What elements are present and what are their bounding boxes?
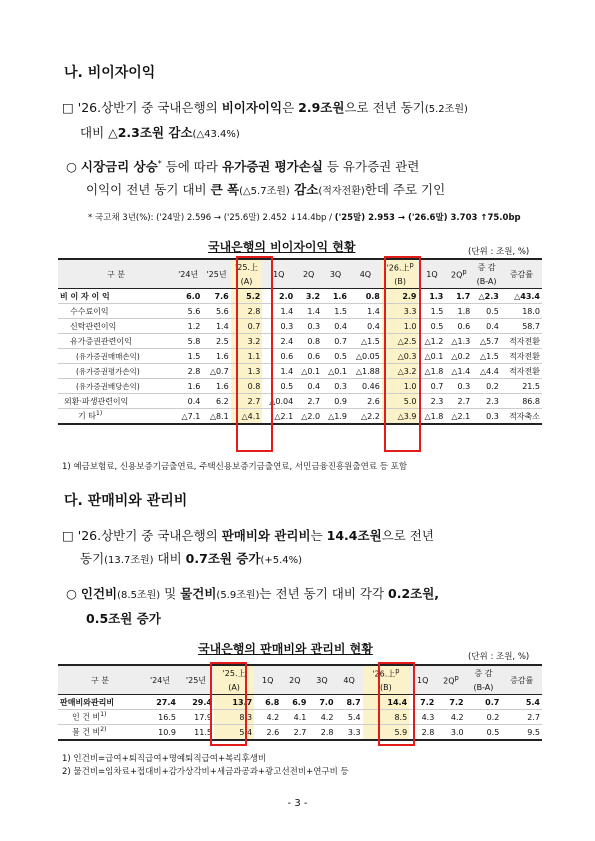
table-cell: 0.6 [295,349,322,364]
table-row [58,394,542,409]
table-cell: 14.4 [363,695,410,710]
table-cell: 0.4 [349,319,382,334]
table-cell: 27.4 [142,695,178,710]
table-cell: (유가증권평가손익) [58,364,174,379]
table-cell: △0.3 [382,349,419,364]
col-header-q3: 3Q [308,665,335,695]
table-unit: (단위 : 조원, %) [468,247,530,257]
table-cell: 2.0 [262,289,295,304]
table-cell: 0.3 [295,319,322,334]
table-cell: 1.7 [445,289,472,304]
table-cell: 0.4 [472,319,501,334]
table-cell: 0.4 [322,319,349,334]
table-cell: 11.5 [194,727,212,737]
table-row [58,725,542,741]
table-cell: 4.2 [308,710,335,725]
col-header-2025: '25년 [202,259,230,289]
table-cell: 29.4 [178,695,214,710]
table-cell: 7.2 [409,695,436,710]
table-cell: 0.3 [486,411,499,421]
table-cell: △1.88 [349,364,382,379]
table-cell: 적자전환 [501,334,542,349]
table-cell: △1.2 [418,334,445,349]
table-cell: 5.8 [174,334,202,349]
table-row [58,695,542,710]
sga-footnote-2: 2) 물건비=임차료+접대비+감가상각비+세금과공과+광고선전비+연구비 등 [62,767,349,777]
col-header-2025: '25년 [178,665,214,695]
table-cell: 1.5 [418,304,445,319]
table-cell: 유가증권관련이익 [58,334,174,349]
table-cell: △5.7 [472,334,501,349]
table-cell: 3.0 [450,727,464,737]
table-cell: 21.5 [501,379,542,394]
col-header-diff: 증 감 [466,665,502,680]
col-header-q1b: 1Q [418,259,445,289]
col-header-q2b: $2Q^p$ [436,665,465,695]
section-title-non-interest-income: 나. 비이자이익 [64,65,156,81]
table-cell: 5.0 [382,394,419,409]
table-cell: 1.4 [295,304,322,319]
table-cell: 10.9 [158,727,176,737]
treasury-yield-footnote: * 국고채 3년(%): ('24말) 2.596 → ('25.6말) 2.452 ↓14.4bp / ('25말) 2.953 → ('26.6말) 3.703 ↑75.0bp [88,213,521,223]
table-cell: △4.1 [231,409,263,425]
table-cell: △2.2 [360,411,380,421]
table-cell: 0.3 [322,379,349,394]
table-cell: 13.7 [214,695,254,710]
non-interest-income-rows [58,289,542,425]
table-cell: △0.1 [295,364,322,379]
col-header-diff2: (B-A) [472,274,501,289]
col-header-2025-h1: '25.上 [231,259,263,274]
table-cell: 1.0 [382,379,419,394]
table-row [58,409,542,425]
table-cell: 물 건 비$^{2)}$ [72,726,107,737]
table-cell: △1.5 [349,334,382,349]
table-cell: 9.5 [527,727,540,737]
table-cell: △8.1 [209,411,229,421]
table-cell: △0.7 [202,364,230,379]
table-cell: 2.7 [293,727,307,737]
table-cell: 1.4 [262,304,295,319]
table-cell: 신탁관련이익 [58,319,174,334]
table-cell: 0.4 [174,394,202,409]
table-cell: 6.0 [174,289,202,304]
table-cell: 4.1 [281,710,308,725]
table-cell: △7.1 [181,411,201,421]
col-header-rate: 증감률 [501,259,542,289]
table-cell: 외환·파생관련이익 [58,394,174,409]
table-cell: 0.9 [322,394,349,409]
table-cell: 2.6 [349,394,382,409]
table-cell: 5.2 [231,289,263,304]
table-row [58,364,542,379]
table-cell: △43.4 [501,289,542,304]
col-header-q1: 1Q [262,259,295,289]
col-header-diff: 증 감 [472,259,501,274]
table-cell: 3.2 [295,289,322,304]
section-title-sga: 다. 판매비와 관리비 [64,493,188,509]
table-cell: 0.6 [445,319,472,334]
table-cell: 86.8 [501,394,542,409]
table-cell: 5.6 [202,304,230,319]
detail-paragraph-securities: ○ 시장금리 상승* 등에 따라 유가증권 평가손실 등 유가증권 관련 이익이 전년 동기 대비 큰 폭(△5.7조원) 감소(적자전환)한데 주로 기인 [66,159,446,198]
table-cell: △2.3 [472,289,501,304]
table-cell: 7.0 [308,695,335,710]
table-cell: 5.4 [501,695,542,710]
table-cell: 2.3 [472,394,501,409]
table-cell: 18.0 [501,304,542,319]
table-row [58,349,542,364]
table-cell: 인 건 비$^{1)}$ [58,710,142,725]
table-cell: △3.2 [382,364,419,379]
table-cell: 수수료이익 [58,304,174,319]
table-cell: 1.6 [322,289,349,304]
table-cell: 1.6 [202,379,230,394]
table-cell: 1.3 [418,289,445,304]
table-cell: 0.8 [295,334,322,349]
table-row [58,289,542,304]
table-cell: 1.5 [174,349,202,364]
table-row [58,710,542,725]
table-cell: 6.2 [202,394,230,409]
table-cell: 적자전환 [501,364,542,379]
table-cell: 5.9 [363,725,410,741]
table-cell: 7.6 [202,289,230,304]
table-cell: 3.2 [231,334,263,349]
table-cell: 0.6 [262,349,295,364]
table-cell: 0.5 [486,727,500,737]
col-header-q1b: 1Q [409,665,436,695]
col-header-q2b: $2Q^p$ [445,259,472,289]
table-unit-sga: (단위 : 조원, %) [468,652,530,662]
table-cell: 적자축소 [509,411,540,421]
summary-paragraph-non-interest-income: □ '26.상반기 중 국내은행의 비이자이익은 2.9조원으로 전년 동기(5.2조원) 대비 △2.3조원 감소(△43.4%) [62,100,468,140]
table-cell: △0.04 [262,394,295,409]
table-cell: 2.4 [262,334,295,349]
table-cell: 17.9 [178,710,214,725]
table-cell: 5.4 [214,725,254,741]
table-footnote: 1) 예금보험료, 신용보증기금출연료, 주택신용보증기금출연료, 서민금융진흥원출연료 등 포함 [62,462,408,472]
table-cell: △1.8 [418,364,445,379]
table-cell: 1.4 [349,304,382,319]
table-cell: 0.8 [231,379,263,394]
table-cell: 0.4 [295,379,322,394]
table-row [58,334,542,349]
table-cell: △0.05 [349,349,382,364]
summary-paragraph-sga: □ '26.상반기 중 국내은행의 판매비와 관리비는 14.4조원으로 전년 동기(13.7조원) 대비 0.7조원 증가(+5.4%) [62,528,434,566]
table-cell: 1.6 [202,349,230,364]
table-cell: 6.9 [281,695,308,710]
col-header-category: 구 분 [58,665,142,695]
detail-paragraph-sga: ○ 인건비(8.5조원) 및 물건비(5.9조원)는 전년 동기 대비 각각 0.2조원, 0.5조원 증가 [66,586,440,626]
table-cell: (유가증권배당손익) [58,379,174,394]
table-row [58,319,542,334]
table-cell: 0.7 [418,379,445,394]
table-cell: 58.7 [501,319,542,334]
col-header-2026-h1: '26.上$^p$ [363,665,410,680]
col-header-q4: 4Q [336,665,363,695]
table-cell: 8.7 [336,695,363,710]
table-cell: △2.1 [451,411,471,421]
table-cell: 5.6 [174,304,202,319]
table-cell: 1.8 [445,304,472,319]
table-cell: 7.2 [436,695,465,710]
table-cell: 0.46 [349,379,382,394]
table-cell: 0.8 [349,289,382,304]
table-row [58,304,542,319]
table-cell: △4.4 [472,364,501,379]
col-header-rate: 증감률 [501,665,542,695]
table-cell: 0.3 [445,379,472,394]
table-cell: 2.8 [174,364,202,379]
table-cell: 4.2 [436,710,465,725]
table-cell: 0.7 [231,319,263,334]
table-cell: △3.9 [382,409,419,425]
non-interest-income-table [58,258,542,425]
col-header-2026-h1: '26.上$^p$ [382,259,419,274]
col-header-2025-h1: '25.上 [214,665,254,680]
col-header-2024: '24년 [174,259,202,289]
table-cell: 2.3 [418,394,445,409]
table-cell: 0.5 [262,379,295,394]
table-cell: 0.2 [472,379,501,394]
sga-footnote-1: 1) 인건비=급여+퇴직급여+명예퇴직급여+복리후생비 [62,754,267,764]
table-cell: 6.8 [254,695,281,710]
table-cell: 2.8 [320,727,334,737]
table-cell: 비 이 자 이 익 [58,289,174,304]
table-cell: 1.0 [382,319,419,334]
col-header-b: (B) [382,274,419,289]
table-cell: △1.9 [328,411,347,421]
col-header-q4: 4Q [349,259,382,289]
table-cell: 3.3 [382,304,419,319]
table-cell: △0.1 [418,349,445,364]
col-header-q3: 3Q [322,259,349,289]
table-cell: 0.3 [262,319,295,334]
col-header-a: (A) [231,274,263,289]
col-header-2024: '24년 [142,665,178,695]
table-cell: 2.7 [501,710,542,725]
table-cell: △0.2 [445,349,472,364]
col-header-diff2: (B-A) [466,680,502,695]
table-cell: 0.7 [466,695,502,710]
table-cell: 2.5 [202,334,230,349]
table-cell: △1.4 [445,364,472,379]
table-title-non-interest-income: 국내은행의 비이자이익 현황 [208,240,356,254]
table-cell: 4.2 [254,710,281,725]
col-header-b: (B) [363,680,410,695]
table-cell: 1.6 [174,379,202,394]
table-cell: 기 타$^{1)}$ [78,410,103,421]
col-header-category: 구 분 [58,259,174,289]
table-cell: 1.4 [202,319,230,334]
sga-table [58,664,542,741]
table-title-sga: 국내은행의 판매비와 관리비 현황 [198,642,373,656]
table-cell: △2.0 [301,411,321,421]
table-cell: 1.4 [262,364,295,379]
col-header-q2: 2Q [281,665,308,695]
col-header-q2: 2Q [295,259,322,289]
table-cell: 2.8 [421,727,435,737]
table-cell: 4.3 [409,710,436,725]
table-cell: △1.3 [445,334,472,349]
table-cell: 판매비와관리비 [58,695,142,710]
table-cell: 1.2 [174,319,202,334]
table-cell: 2.7 [445,394,472,409]
table-cell: △1.8 [424,411,444,421]
table-cell: △2.5 [382,334,419,349]
table-cell: 8.5 [363,710,410,725]
table-cell: △1.5 [472,349,501,364]
table-cell: (유가증권매매손익) [58,349,174,364]
table-cell: △2.1 [274,411,294,421]
table-cell: 1.1 [231,349,263,364]
table-cell: 2.7 [295,394,322,409]
table-cell: 16.5 [142,710,178,725]
table-cell: 5.4 [336,710,363,725]
table-cell: 2.8 [231,304,263,319]
sga-rows [58,695,542,741]
table-cell: 8.3 [214,710,254,725]
col-header-a: (A) [214,680,254,695]
page-number: - 3 - [287,798,308,809]
table-cell: 1.3 [231,364,263,379]
table-cell: △0.1 [322,364,349,379]
col-header-q1: 1Q [254,665,281,695]
table-cell: 0.2 [466,710,502,725]
table-cell: 0.5 [418,319,445,334]
table-cell: 3.3 [347,727,361,737]
table-cell: 적자전환 [501,349,542,364]
table-cell: 0.5 [472,304,501,319]
table-cell: 0.7 [322,334,349,349]
table-cell: 1.5 [322,304,349,319]
table-cell: 0.5 [322,349,349,364]
table-cell: 2.9 [382,289,419,304]
table-row [58,379,542,394]
table-cell: 2.6 [266,727,280,737]
table-cell: 2.7 [231,394,263,409]
